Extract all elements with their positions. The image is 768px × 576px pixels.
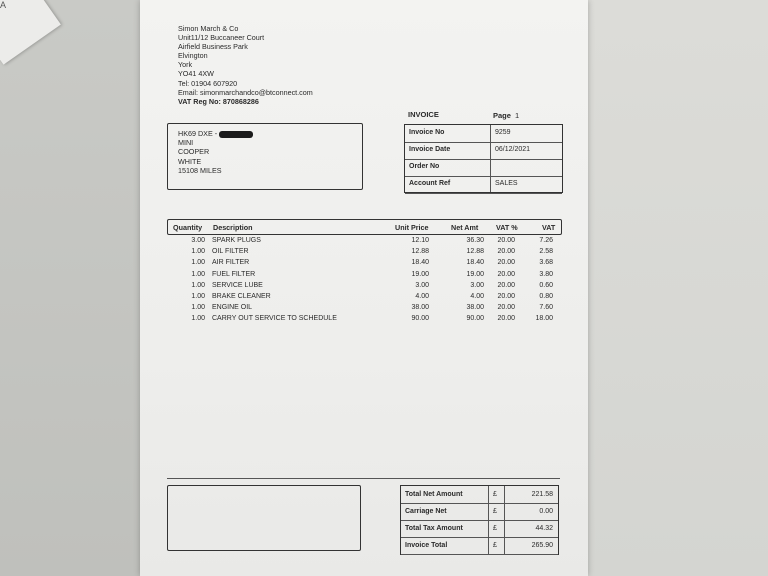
cell-vat: 7.60 [539,304,553,312]
cell-unit-price: 12.88 [411,248,429,256]
cell-net-amount: 38.00 [466,304,484,312]
cell-unit-price: 4.00 [415,293,429,300]
field-label: Invoice No [409,129,445,136]
cell-unit-price: 18.40 [411,259,429,267]
table-row [167,304,560,315]
cell-quantity: 1.00 [191,259,205,267]
cell-quantity: 1.00 [191,293,205,300]
field-label: Invoice Date [409,146,451,153]
cell-vat-percent: 20.00 [497,270,515,278]
cell-vat-percent: 20.00 [497,315,515,323]
cell-net-amount: 36.30 [466,237,484,244]
redaction-mark [219,131,253,138]
page-indicator [493,111,519,120]
carriage-net-row [401,503,558,521]
email: Email: simonmarchandco@btconnect.com [178,87,313,97]
invoice-sheet [140,0,588,576]
order-no-row [405,159,562,177]
total-value: 0.00 [539,508,553,515]
header-vat-pct: VAT % [496,223,518,232]
cell-quantity: 1.00 [191,281,205,289]
address-line: Airfield Business Park [178,42,248,52]
cell-vat: 0.80 [539,293,553,300]
table-row [167,282,560,293]
address-line: York [178,60,193,70]
vehicle-details [178,129,253,175]
account-ref-row [405,176,562,194]
cell-net-amount: 90.00 [466,315,484,323]
cell-net-amount: 3.00 [470,281,484,289]
cell-description: FUEL FILTER [212,270,256,278]
vehicle-reg-line [178,129,253,138]
cell-vat: 0.60 [539,281,553,289]
cell-description: BRAKE CLEANER [212,293,271,300]
table-row [167,237,560,248]
cell-quantity: 1.00 [191,270,205,278]
currency-symbol: £ [493,542,497,549]
cell-quantity: 1.00 [191,304,205,312]
total-value: 265.90 [531,542,553,549]
cell-unit-price: 12.10 [411,237,429,244]
field-value: 06/12/2021 [495,146,531,153]
table-row [167,271,560,282]
company-address [178,24,313,106]
invoice-no-row [405,125,562,143]
cell-unit-price: 3.00 [415,281,429,289]
invoice-title: INVOICE [408,110,439,119]
cell-vat: 2.58 [539,248,553,256]
column-divider [488,486,489,554]
cell-net-amount: 4.00 [470,293,484,300]
currency-symbol: £ [493,491,497,498]
cell-quantity: 3.00 [191,237,205,244]
cell-unit-price: 90.00 [411,315,429,323]
table-row [167,248,560,259]
table-row [167,259,560,270]
cell-quantity: 1.00 [191,248,205,256]
cell-vat-percent: 20.00 [497,304,515,312]
cell-net-amount: 19.00 [466,270,484,278]
totals-box [400,485,559,555]
vehicle-details-box [167,123,363,190]
total-net-row [401,486,558,504]
address-line: Elvington [178,51,208,61]
vehicle-colour: WHITE [178,156,202,166]
corner-paper-text: A [0,0,7,10]
invoice-info-box [404,124,563,193]
total-value: 44.32 [535,525,553,532]
cell-vat: 18.00 [535,315,553,323]
cell-vat-percent: 20.00 [497,281,515,289]
cell-net-amount: 12.88 [466,248,484,256]
cell-description: ENGINE OIL [212,304,253,312]
notes-box [167,485,361,551]
header-net-amt: Net Amt [451,223,479,232]
postcode: YO41 4XW [178,69,214,79]
column-divider [490,125,491,192]
cell-unit-price: 19.00 [411,270,429,278]
vehicle-reg: HK69 DXE - [178,129,218,138]
cell-vat-percent: 20.00 [497,293,515,300]
header-quantity: Quantity [173,223,203,232]
footer-rule [167,478,560,479]
total-label: Total Tax Amount [405,525,463,532]
cell-description: CARRY OUT SERVICE TO SCHEDULE [212,315,337,323]
total-label: Invoice Total [405,542,448,549]
field-label: Order No [409,163,440,170]
vat-reg-number: VAT Reg No: 870868286 [178,96,259,106]
total-label: Total Net Amount [405,491,463,498]
cell-vat-percent: 20.00 [497,248,515,256]
field-value: SALES [495,180,518,187]
cell-description: SPARK PLUGS [212,237,261,244]
vehicle-make: MINI [178,138,194,148]
cell-description: SERVICE LUBE [212,281,263,289]
items-table-header [167,219,562,235]
cell-unit-price: 38.00 [411,304,429,312]
invoice-total-row [401,537,558,555]
page-number: 1 [514,111,520,120]
currency-symbol: £ [493,508,497,515]
invoice-date-row [405,142,562,160]
desk-background-right [568,0,768,576]
telephone: Tel: 01904 607920 [178,78,238,88]
cell-vat: 7.26 [539,237,553,244]
vehicle-model: COOPER [178,147,210,157]
vehicle-mileage: 15108 MILES [178,165,222,175]
cell-vat-percent: 20.00 [497,237,515,244]
total-tax-row [401,520,558,538]
table-row [167,315,560,326]
field-value: 9259 [495,129,511,136]
table-row [167,293,560,304]
cell-vat: 3.80 [539,270,553,278]
cell-description: OIL FILTER [212,248,249,256]
currency-symbol: £ [493,525,497,532]
total-label: Carriage Net [405,508,447,515]
address-line: Unit11/12 Buccaneer Court [178,33,265,43]
cell-net-amount: 18.40 [466,259,484,267]
cell-quantity: 1.00 [191,315,205,323]
page-label: Page [493,111,511,120]
field-label: Account Ref [409,180,451,187]
column-divider [504,486,505,554]
cell-vat-percent: 20.00 [497,259,515,267]
company-name: Simon March & Co [178,24,239,33]
total-value: 221.58 [531,491,553,498]
cell-vat: 3.68 [539,259,553,267]
header-description: Description [213,223,253,232]
header-unit-price: Unit Price [395,223,429,232]
header-vat: VAT [542,223,556,232]
cell-description: AIR FILTER [212,259,250,267]
desk-background-left [0,0,160,576]
